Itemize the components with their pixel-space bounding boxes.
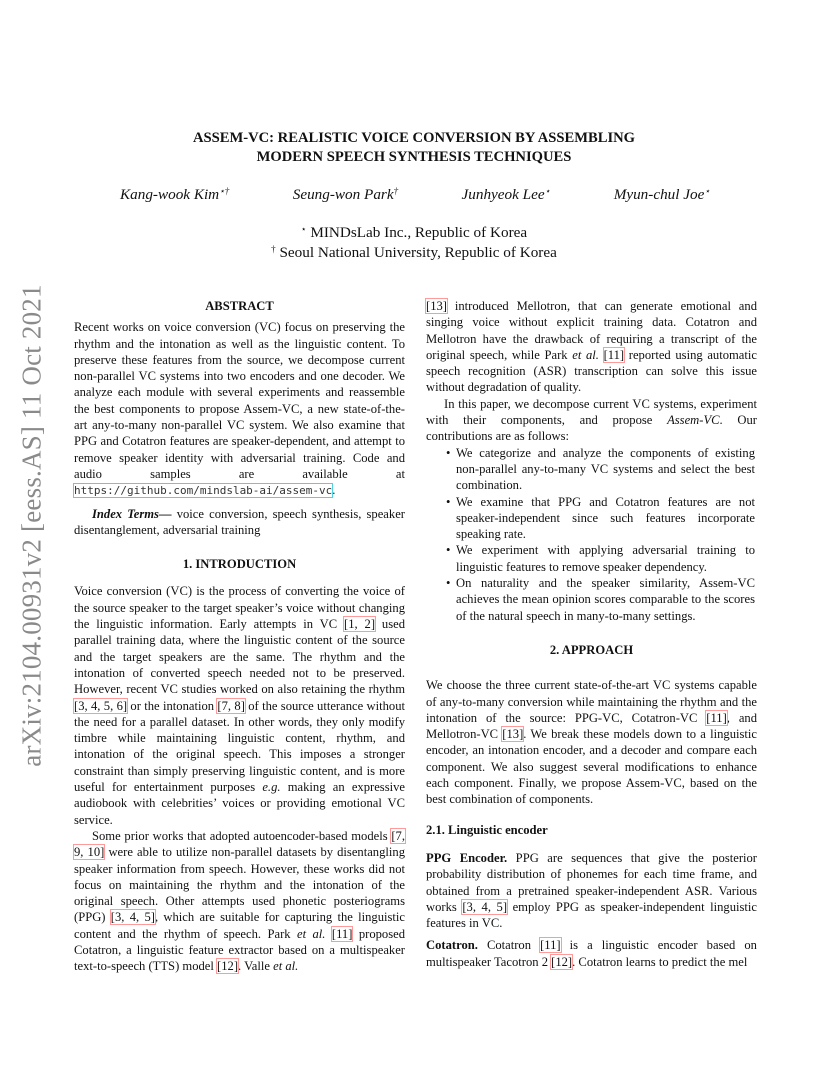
arxiv-sidebar-stamp bbox=[2, 285, 62, 765]
citation-link[interactable]: [11] bbox=[331, 926, 353, 941]
list-item: • We examine that PPG and Cotatron features are not speaker-independent since such features incorporate speaking rate. bbox=[426, 494, 757, 543]
title-line-1: ASSEM-VC: REALISTIC VOICE CONVERSION BY ASSEMBLING bbox=[192, 130, 636, 146]
list-item: • We experiment with applying adversarial training to linguistic features to remove speaker dependency. bbox=[426, 542, 757, 575]
title-line-2: MODERN SPEECH SYNTHESIS TECHNIQUES bbox=[256, 149, 572, 165]
italic-text: et al. bbox=[296, 926, 326, 941]
contributions-list bbox=[426, 445, 757, 624]
citation-link[interactable]: [12] bbox=[217, 959, 239, 974]
intro-paragraph-4: In this paper, we decompose current VC systems, experiment with their components, and propose Assem-VC. Our contributions are as follows: bbox=[426, 396, 757, 444]
italic-text: et al. bbox=[572, 347, 599, 362]
approach-paragraph: We choose the three current state-of-the-art VC systems capable of any-to-many conversion while maintaining the rhythm and the intonation of the source: PPG-VC, Cotatron-VC [11], and Mellotron-VC [13]. We break these models down to a linguistic encoder, an intonation encoder, and a decoder and compare each component. We also suggest several modifications to enhance each component. Finally, we propose Assem-VC, based on the best combination of components. bbox=[426, 678, 758, 807]
linguistic-encoder-heading: 2.1. Linguistic encoder bbox=[426, 822, 548, 837]
italic-text: e.g. bbox=[262, 780, 281, 795]
abstract-body: Recent works on voice conversion (VC) focus on preserving the rhythm and the intonation as well as the linguistic content. To preserve these features from the source, we decompose current non-parallel VC systems into two encoders and one decoder. We analyze each module with several experiments and reassemble the best components to propose Assem-VC, a new state-of-the-art any-to-many non-parallel VC system. We also examine that PPG and Cotatron features are speaker-dependent, and attempt to remove speaker identity with adversarial training. Code and audio samples are available at https://github.com/mindslab-ai/assem-vc. bbox=[74, 320, 405, 498]
code-url-link[interactable]: https://github.com/mindslab-ai/assem-vc bbox=[74, 484, 333, 498]
citation-link[interactable]: [7, 8] bbox=[217, 698, 245, 713]
left-column bbox=[74, 298, 405, 975]
citation-link[interactable]: [11] bbox=[603, 347, 625, 362]
run-in-heading: Cotatron. bbox=[426, 938, 478, 953]
italic-text: Assem-VC bbox=[667, 413, 720, 428]
affiliation: † Seoul National University, Republic of Korea bbox=[271, 244, 557, 261]
citation-link[interactable]: [3, 4, 5] bbox=[110, 910, 155, 925]
author: Seung-won Park† bbox=[292, 186, 399, 203]
citation-link[interactable]: [7, 9, 10] bbox=[74, 828, 405, 860]
cotatron-paragraph: Cotatron. Cotatron [11] is a linguistic encoder based on multispeaker Tacotron 2 [12]. Cotatron learns to predict the mel bbox=[426, 938, 757, 969]
intro-paragraph-1: Voice conversion (VC) is the process of converting the voice of the source speaker to the target speaker’s voice without changing the linguistic information. Early attempts in VC [1, 2] used parallel training data, where the linguistic content of the source and the target speakers are the same. The rhythm and the intonation of converted speech needed not to be preserved. However, recent VC studies worked on also retaining the rhythm [3, 4, 5, 6] or the intonation [7, 8] of the source utterance without the need for a parallel dataset. In other words, they only modify timbre while maintaining linguistic content, rhythm, and intonation of the original speech. This imposes a stronger constraint than simply preserving linguistic content, and is more useful for entertainment purposes e.g. making an expressive audiobook with celebrities’ voices or providing emotional VC service. bbox=[74, 584, 406, 827]
ppg-paragraph: PPG Encoder. PPG are sequences that give the posterior probability distribution of phonemes for each time frame, and obtained from a pretrained speaker-independent ASR. Various works [3, 4, 5] employ PPG as speaker-independent linguistic features in VC. bbox=[426, 850, 758, 931]
citation-link[interactable]: [13] bbox=[502, 727, 524, 742]
author: Junhyeok Lee⋆ bbox=[461, 186, 551, 203]
intro-paragraph-2: Some prior works that adopted autoencoder-based models [7, 9, 10] were able to utilize non-parallel datasets by disentangling speaker information from speech. However, these works did not focus on maintaining the rhythm and the intonation of the original speech. Other attempts used phonetic posteriograms (PPG) [3, 4, 5], which are suitable for capturing the linguistic content and the rhythm of speech. Park et al. [11] proposed Cotatron, a linguistic feature extractor based on a multispeaker text-to-speech (TTS) model [12]. Valle et al. bbox=[74, 828, 406, 974]
citation-link[interactable]: [11] bbox=[540, 938, 561, 953]
citation-link[interactable]: [3, 4, 5] bbox=[462, 899, 508, 914]
list-item: • On naturality and the speaker similarity, Assem-VC achieves the mean opinion scores comparable to the scores of the natural speech in many-to-many settings. bbox=[426, 575, 757, 624]
author: Myun-chul Joe⋆ bbox=[613, 186, 710, 203]
italic-text: et al. bbox=[273, 959, 299, 974]
citation-link[interactable]: [1, 2] bbox=[344, 617, 376, 632]
paper-title bbox=[100, 129, 728, 167]
list-item: • We categorize and analyze the components of existing non-parallel any-to-many VC systems and select the best combination. bbox=[426, 445, 757, 494]
intro-paragraph-3: [13] introduced Mellotron, that can generate emotional and singing voice without explicit training data. Cotatron and Mellotron have the drawback of requiring a transcript of the original speech, while Park et al. [11] reported using automatic speech recognition (ASR) transcription can solve this issue without degradation of quality. bbox=[426, 299, 757, 395]
citation-link[interactable]: [11] bbox=[706, 710, 727, 725]
approach-heading: 2. APPROACH bbox=[549, 642, 634, 657]
citation-link[interactable]: [3, 4, 5, 6] bbox=[74, 698, 128, 713]
right-column bbox=[426, 298, 757, 970]
index-terms: Index Terms— voice conversion, speech synthesis, speaker disentanglement, adversarial training bbox=[74, 506, 405, 537]
author-list bbox=[120, 186, 710, 204]
author: Kang-wook Kim⋆† bbox=[120, 186, 230, 203]
abstract-heading: ABSTRACT bbox=[205, 299, 274, 313]
affiliation: ⋆ MINDsLab Inc., Republic of Korea bbox=[300, 224, 528, 241]
run-in-heading: PPG Encoder. bbox=[426, 850, 508, 865]
citation-link[interactable]: [13] bbox=[426, 299, 447, 313]
arxiv-id: arXiv:2104.00931v2 [eess.AS] 11 Oct 2021 bbox=[16, 283, 47, 767]
citation-link[interactable]: [12] bbox=[551, 954, 573, 969]
intro-heading: 1. INTRODUCTION bbox=[182, 557, 297, 572]
